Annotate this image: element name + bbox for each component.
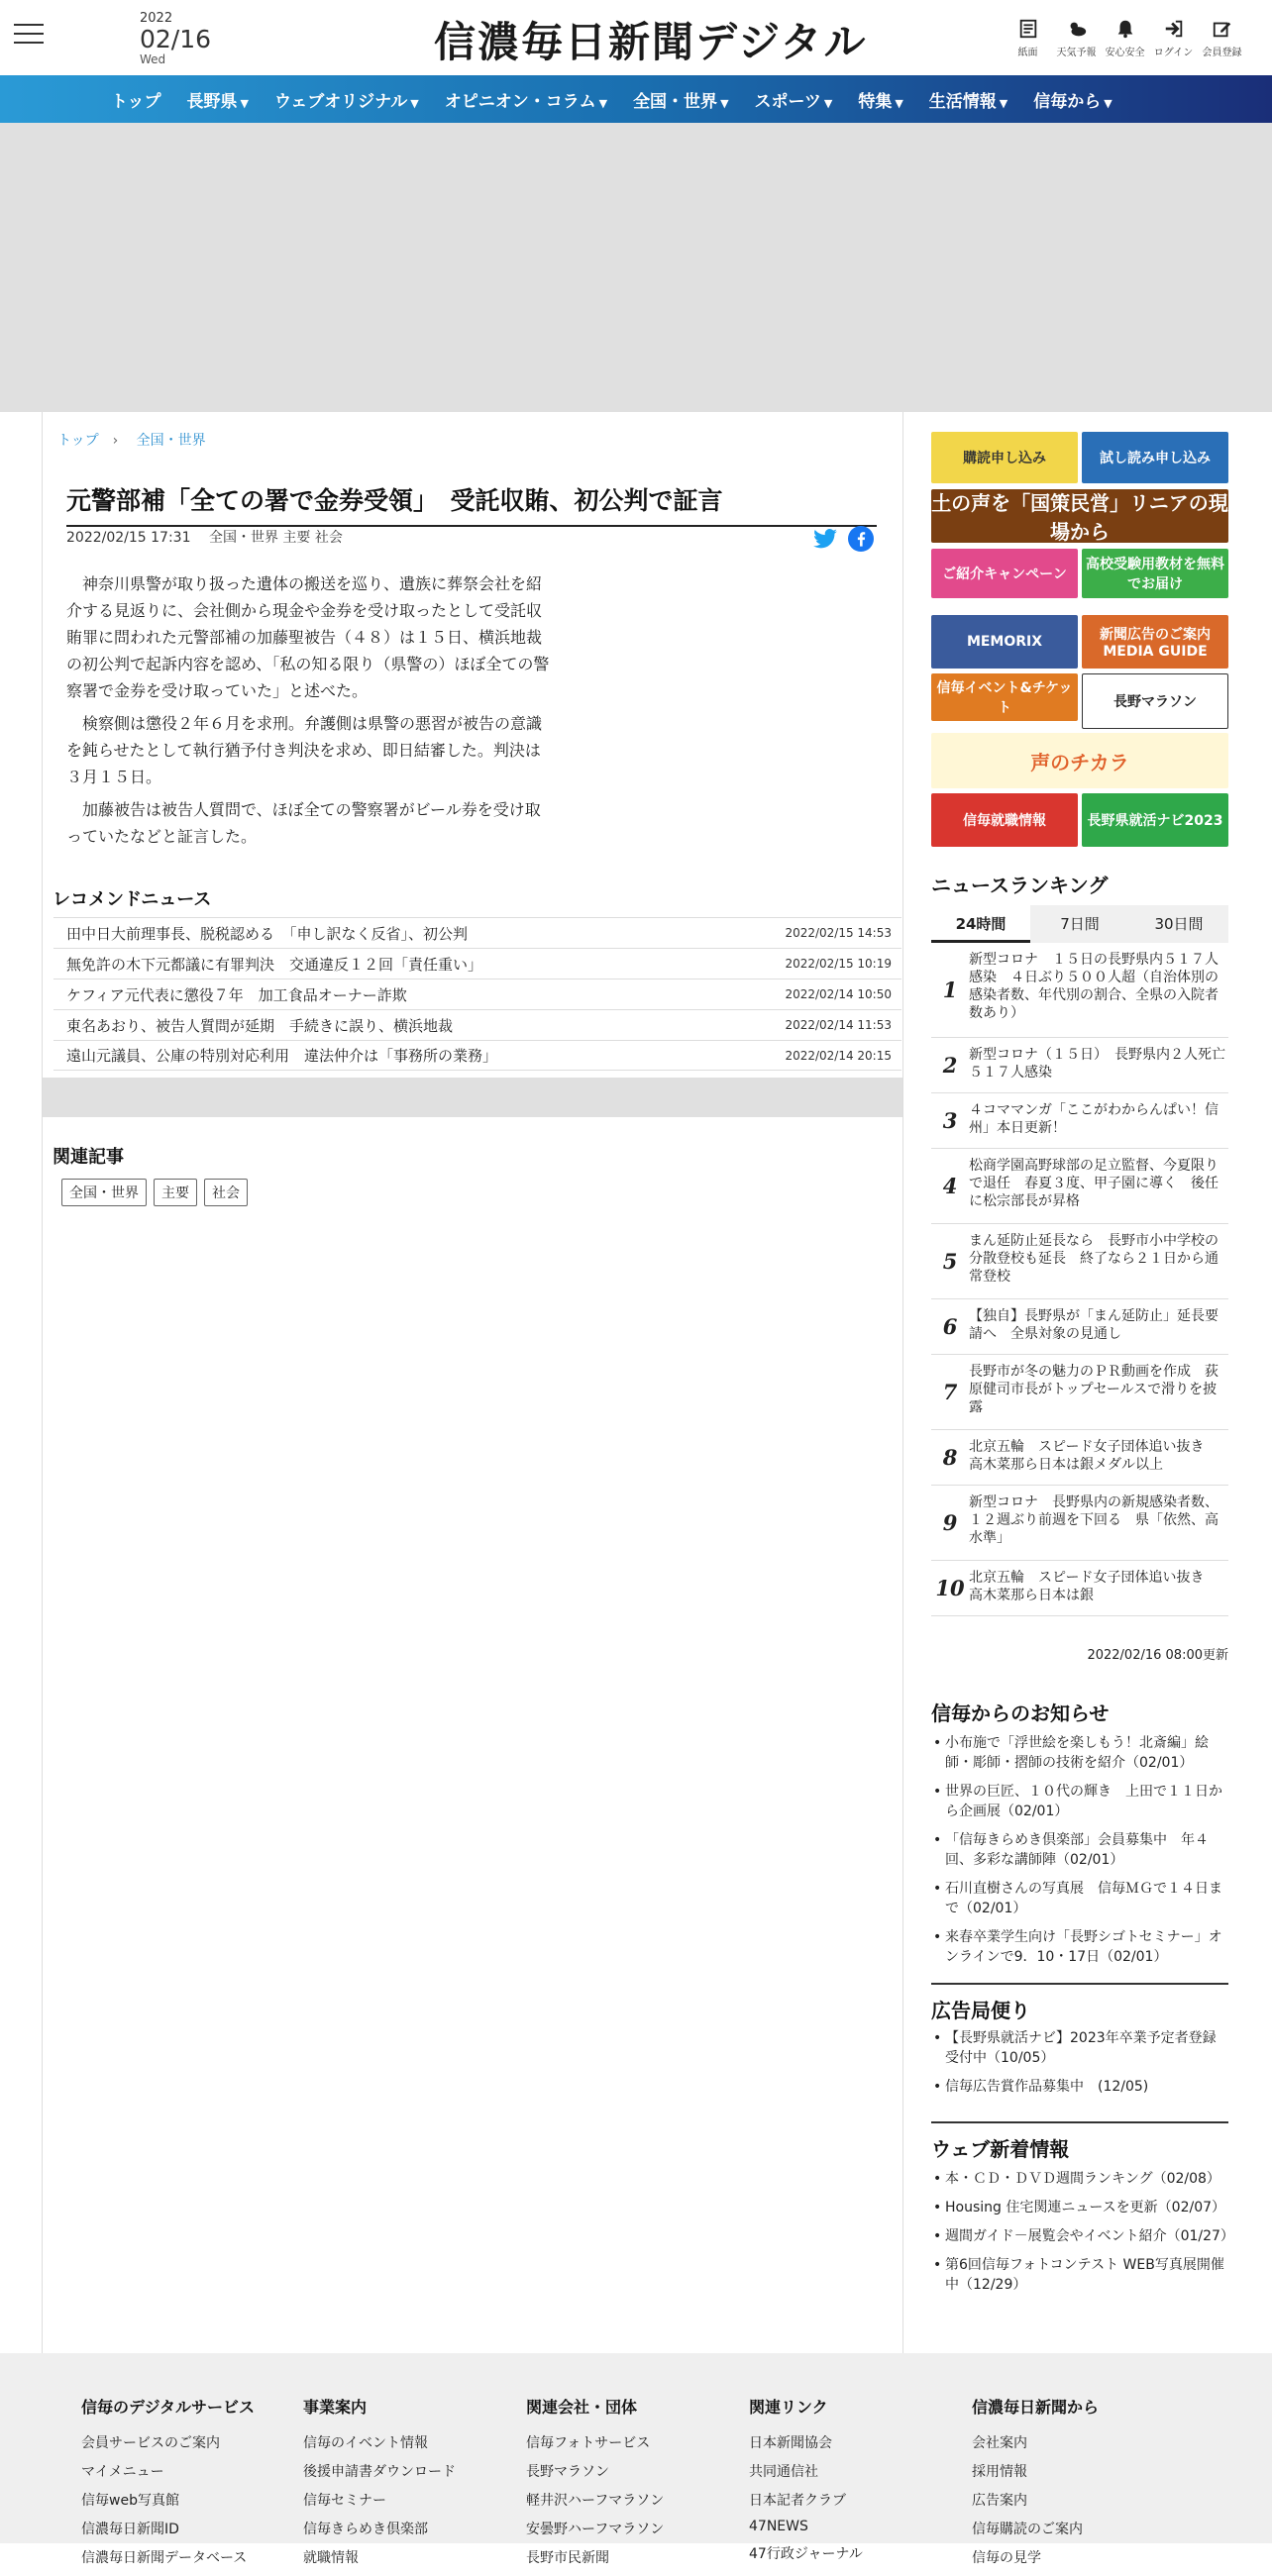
footer-link[interactable]: 採用情報 [972, 2464, 1027, 2480]
breadcrumb-home[interactable]: トップ [57, 433, 99, 449]
footer-link[interactable]: 信毎きらめき倶楽部 [303, 2522, 428, 2537]
ranking-title: 北京五輪 スピード女子団体追い抜き 高木菜那ら日本は銀メダル以上 [969, 1439, 1219, 1473]
recommend-item[interactable] [53, 1040, 901, 1071]
ranking-item[interactable] [931, 1486, 1228, 1561]
article-categories: 全国・世界 主要 社会 [208, 530, 343, 546]
footer-column [303, 2395, 511, 2576]
share-buttons [812, 526, 874, 552]
nav-item-features[interactable] [858, 87, 902, 112]
inline-ad-slot [43, 1078, 902, 1117]
sidebar-banner[interactable]: 試し読み申し込み [1082, 432, 1228, 483]
article-title: 元警部補「全ての署で金券受領」 受託収賄、初公判で証言 [66, 481, 877, 527]
recommend-date: 2022/02/15 10:19 [785, 957, 892, 971]
top-ad-slot [0, 123, 1272, 412]
sidebar-banner[interactable]: 購読申し込み [931, 432, 1078, 483]
notice-item[interactable]: • 世界の巨匠、１０代の輝き 上田で１１日から企画展（02/01） [931, 1782, 1228, 1821]
article-body [66, 570, 552, 856]
nav-label: オピニオン・コラム [444, 91, 596, 112]
sidebar-banner[interactable]: MEMORIX [931, 615, 1078, 669]
site-logo[interactable]: 信濃毎日新聞デジタル [434, 18, 868, 66]
rank-number: 8 [942, 1444, 958, 1470]
caret-down-icon: ▼ [823, 96, 833, 110]
rank-number: 6 [942, 1313, 958, 1339]
recommend-item[interactable] [53, 979, 901, 1009]
notice-item[interactable]: • 小布施で「浮世絵を楽しもう！北斎編」絵師・彫師・摺師の技術を紹介（02/01） [931, 1733, 1228, 1773]
nav-label: 信毎から [1033, 91, 1102, 112]
nav-label: 全国・世界 [633, 91, 718, 112]
footer-link[interactable]: 47NEWS [749, 2519, 808, 2534]
site-header [0, 0, 1272, 75]
related-tag[interactable]: 主要 [154, 1179, 197, 1206]
nav-item-sports[interactable] [755, 87, 833, 112]
related-tag[interactable]: 社会 [204, 1179, 248, 1206]
webnews-heading: ウェブ新着情報 [931, 2137, 1070, 2161]
footer-link[interactable]: 長野市民新聞 [526, 2550, 609, 2566]
ranking-title: まん延防止延長なら 長野市小中学校の分散登校も延長 終了なら２１日から通常登校 [969, 1233, 1219, 1285]
recommend-date: 2022/02/14 20:15 [785, 1048, 892, 1063]
nav-item-web-original[interactable] [274, 87, 419, 112]
caret-down-icon: ▼ [895, 96, 903, 110]
caret-down-icon: ▼ [410, 96, 419, 110]
recommend-item[interactable] [53, 1009, 901, 1040]
nav-item-nagano[interactable] [187, 87, 249, 112]
breadcrumb [57, 430, 220, 450]
bell-label: 安心安全 [1105, 48, 1145, 58]
breadcrumb-section[interactable]: 全国・世界 [136, 433, 206, 449]
article-paragraph: 加藤被告は被告人質問で、ほぼ全ての警察署がビール券を受け取っていたなどと証言した。 [66, 800, 541, 846]
notice-item[interactable]: • 「信毎きらめき倶楽部」会員募集中 年４回、多彩な講師陣（02/01） [931, 1830, 1228, 1870]
webnews-item[interactable]: • 本・ＣＤ・ＤＶＤ週間ランキング（02/08） [931, 2169, 1228, 2189]
ranking-title: 長野市が冬の魅力のＰＲ動画を作成 荻原健司市長がトップセールスで滑りを披露 [969, 1364, 1219, 1415]
recommend-title: 遠山元議員、公庫の特別対応利用 違法仲介は「事務所の業務」 [66, 1047, 498, 1065]
date-monthday: 02/16 [140, 25, 212, 53]
sidebar-banner[interactable]: 土の声を「国策民営」リニアの現場から [931, 491, 1228, 544]
nav-item-top[interactable] [111, 87, 161, 112]
footer-heading: 事業案内 [303, 2398, 368, 2417]
register-label: 会員登録 [1202, 48, 1242, 58]
twitter-icon[interactable] [812, 526, 838, 552]
ranking-item[interactable] [931, 1561, 1228, 1616]
weather-label: 天気予報 [1056, 48, 1097, 58]
ranking-title: 新型コロナ 長野県内の新規感染者数、１２週ぶり前週を下回る 県「依然、高水準」 [969, 1494, 1219, 1546]
footer-link[interactable]: 広告案内 [972, 2493, 1027, 2509]
adnews-list [931, 2028, 1228, 2106]
footer-column [749, 2395, 957, 2572]
footer-link[interactable]: 信毎セミナー [303, 2493, 386, 2509]
ranking-item[interactable] [931, 1430, 1228, 1486]
footer-link[interactable]: 信毎購読のご案内 [972, 2522, 1083, 2537]
footer-link[interactable]: 安曇野ハーフマラソン [526, 2522, 665, 2537]
rank-number: 4 [942, 1173, 958, 1198]
rank-number: 9 [942, 1509, 958, 1535]
related-heading: 関連記事 [53, 1147, 124, 1168]
footer-link[interactable]: 信濃毎日新聞ID [81, 2522, 179, 2537]
recommend-date: 2022/02/14 11:53 [785, 1018, 892, 1032]
webnews-item[interactable]: • 第6回信毎フォトコンテスト WEB写真展開催中（12/29） [931, 2255, 1228, 2295]
sidebar-banner[interactable]: 信毎イベント&チケット [931, 673, 1078, 721]
footer-link[interactable]: 信毎のイベント情報 [303, 2435, 428, 2451]
webnews-item[interactable]: • 週間ガイド－展覧会やイベント紹介（01/27） [931, 2226, 1228, 2246]
recommend-item[interactable] [53, 948, 901, 979]
ranking-heading: ニュースランキング [931, 874, 1109, 897]
nav-label: 長野県 [186, 91, 238, 112]
rank-number: 2 [942, 1052, 958, 1078]
recommend-date: 2022/02/15 14:53 [785, 926, 892, 940]
sidebar-banner[interactable]: 新聞広告のご案内 MEDIA GUIDE [1082, 615, 1228, 669]
ranking-item[interactable] [931, 1355, 1228, 1430]
rank-number: 10 [935, 1575, 965, 1600]
facebook-icon[interactable] [848, 526, 874, 552]
bell-icon[interactable] [1101, 18, 1149, 58]
weather-icon[interactable] [1052, 18, 1101, 58]
ranking-item[interactable] [931, 1224, 1228, 1299]
nav-item-life[interactable] [929, 87, 1007, 112]
related-tag[interactable]: 全国・世界 [61, 1179, 147, 1206]
date-year: 2022 [140, 11, 173, 26]
login-icon[interactable] [1149, 18, 1198, 58]
related-tags [61, 1179, 248, 1206]
nav-label: 生活情報 [928, 91, 997, 112]
footer-link[interactable]: 47行政ジャーナル [749, 2546, 863, 2562]
sidebar-banner[interactable]: ご紹介キャンペーン [931, 549, 1078, 598]
sidebar-banner[interactable]: 長野マラソン [1082, 673, 1228, 729]
footer-link[interactable]: 会員サービスのご案内 [81, 2435, 220, 2451]
caret-down-icon: ▼ [598, 96, 608, 110]
adnews-heading: 広告局便り [931, 1999, 1030, 2022]
footer-link[interactable]: 会社案内 [972, 2435, 1027, 2451]
date-weekday: Wed [140, 52, 166, 66]
recommend-item[interactable] [53, 917, 901, 948]
sidebar-banner[interactable]: 信毎就職情報 [931, 793, 1078, 847]
nav-item-shinmai[interactable] [1033, 87, 1112, 112]
sidebar-banner[interactable]: 長野県就活ナビ2023 [1082, 793, 1228, 847]
menu-icon[interactable] [14, 24, 44, 46]
recommend-heading: レコメンドニュース [53, 889, 212, 910]
article-datetime: 2022/02/15 17:31 [66, 530, 191, 546]
section-divider [931, 2121, 1228, 2123]
footer-heading: 関連リンク [749, 2398, 828, 2417]
footer-link[interactable]: 信毎の見学 [972, 2550, 1041, 2566]
ranking-title: 新型コロナ １５日の長野県内５１７人感染 ４日ぶり５００人超（自治体別の感染者数、年代別の割合、全県の入院者数あり） [969, 952, 1219, 1021]
recommend-title: 田中日大前理事長、脱税認める 「申し訳なく反省」、初公判 [66, 924, 469, 943]
nav-label: 特集 [858, 91, 893, 112]
adnews-item[interactable]: • 【長野県就活ナビ】2023年卒業予定者登録受付中（10/05） [931, 2028, 1228, 2068]
nav-label: トップ [111, 91, 161, 112]
ranking-item[interactable] [931, 1149, 1228, 1224]
adnews-item[interactable]: • 信毎広告賞作品募集中 (12/05) [931, 2077, 1228, 2097]
footer-link[interactable]: 後援申請書ダウンロード [303, 2464, 456, 2480]
current-date [140, 12, 211, 65]
rank-number: 1 [942, 977, 958, 1002]
tab-24h[interactable]: 24時間 [931, 905, 1030, 943]
footer-link[interactable]: 信毎web写真館 [81, 2493, 179, 2509]
header-icons [1004, 18, 1246, 58]
footer-link[interactable]: 信毎フォトサービス [526, 2435, 651, 2451]
global-nav [0, 75, 1272, 123]
ranking-item[interactable] [931, 943, 1228, 1038]
caret-down-icon: ▼ [1104, 96, 1113, 110]
login-label: ログイン [1153, 48, 1194, 58]
recommend-title: 東名あおり、被告人質問が延期 手続きに誤り、横浜地裁 [66, 1016, 454, 1035]
tab-7d[interactable]: 7日間 [1060, 915, 1100, 933]
ranking-updated: 2022/02/16 08:00更新 [1087, 1648, 1228, 1663]
recommend-date: 2022/02/14 10:50 [785, 987, 892, 1001]
footer-link[interactable]: 日本新聞協会 [749, 2435, 832, 2451]
nav-item-opinion[interactable] [445, 87, 607, 112]
footer-link[interactable]: マイメニュー [81, 2464, 164, 2480]
rank-number: 7 [942, 1379, 958, 1404]
footer-column [81, 2395, 289, 2576]
sidebar-banner[interactable]: 声のチカラ [931, 733, 1228, 788]
notices-list [931, 1733, 1228, 1976]
notice-item[interactable]: • 石川直樹さんの写真展 信毎ＭＧで１４日まで（02/01） [931, 1879, 1228, 1918]
footer-column [526, 2395, 734, 2576]
tab-30d[interactable]: 30日間 [1154, 915, 1204, 933]
caret-down-icon: ▼ [999, 96, 1008, 110]
chevron-right-icon: › [112, 433, 119, 449]
rank-number: 5 [942, 1248, 958, 1274]
rank-number: 3 [942, 1107, 958, 1133]
footer-link[interactable]: 共同通信社 [749, 2464, 818, 2480]
footer-heading: 信濃毎日新聞から [972, 2398, 1100, 2417]
recommend-list [53, 917, 901, 1071]
ranking-title: 北京五輪 スピード女子団体追い抜き 高木菜那ら日本は銀 [969, 1570, 1219, 1603]
webnews-item[interactable]: • Housing 住宅関連ニュースを更新（02/07） [931, 2198, 1228, 2217]
ranking-title: ４コママンガ「ここがわからんぱい！信州」本日更新！ [969, 1102, 1219, 1136]
caret-down-icon: ▼ [240, 96, 249, 110]
recommend-title: 無免許の木下元都議に有罪判決 交通違反１２回「責任重い」 [66, 955, 483, 974]
footer-link[interactable]: 長野マラソン [526, 2464, 609, 2480]
footer-link[interactable]: 日本記者クラブ [749, 2493, 846, 2509]
nav-label: ウェブオリジナル [273, 91, 408, 112]
footer-column [972, 2395, 1180, 2576]
article-paragraph: 検察側は懲役２年６月を求刑。弁護側は県警の悪習が被告の意識を鈍らせたとして執行猶予付き判決を求め、即日結審した。判決は３月１５日。 [66, 714, 543, 786]
newspaper-icon[interactable] [1004, 18, 1052, 58]
footer-link[interactable]: 就職情報 [303, 2550, 359, 2566]
ranking-title: 新型コロナ（１５日） 長野県内２人死亡 ５１７人感染 [969, 1047, 1239, 1081]
footer-heading: 関連会社・団体 [526, 2398, 638, 2417]
recommend-title: ケフィア元代表に懲役７年 加工食品オーナー詐欺 [66, 985, 407, 1004]
ranking-title: 松商学園高野球部の足立監督、今夏限りで退任 春夏３度、甲子園に導く 後任に松宗部長が昇格 [969, 1158, 1219, 1209]
article-paragraph: 神奈川県警が取り扱った遺体の搬送を巡り、遺族に葬祭会社を紹介する見返りに、会社側から現金や金券を受け取ったとして受託収賄罪に問われた元警部補の加藤聖被告（４８）は１５日、横浜地裁の初公判で起訴内容を認め、「私の知る限り（県警の）ほぼ全ての警察署で金券を受け取っていた」と述べた。 [66, 574, 550, 700]
register-icon[interactable] [1198, 18, 1246, 58]
ranking-item[interactable] [931, 1093, 1228, 1149]
sidebar-banner[interactable]: 高校受験用教材を無料でお届け [1082, 549, 1228, 598]
section-divider [931, 1983, 1228, 1985]
nav-item-national[interactable] [633, 87, 728, 112]
ranking-list [931, 943, 1239, 1616]
ranking-title: 【独自】長野県が「まん延防止」延長要請へ 全県対象の見通し [969, 1308, 1219, 1342]
footer-link[interactable]: 軽井沢ハーフマラソン [526, 2493, 665, 2509]
webnews-list [931, 2169, 1234, 2304]
nav-label: スポーツ [754, 91, 821, 112]
caret-down-icon: ▼ [720, 96, 729, 110]
ranking-item[interactable] [931, 1299, 1228, 1355]
notice-item[interactable]: • 来春卒業学生向け「長野シゴトセミナー」オンラインで9．10・17日（02/01） [931, 1927, 1228, 1967]
newspaper-label: 紙面 [1017, 48, 1038, 58]
footer-heading: 信毎のデジタルサービス [81, 2398, 256, 2417]
article-meta [66, 527, 357, 547]
ranking-item[interactable] [931, 1038, 1239, 1093]
notices-heading: 信毎からのお知らせ [931, 1701, 1110, 1725]
ranking-tabs [931, 905, 1228, 943]
footer-link[interactable]: 信濃毎日新聞データベース [81, 2550, 248, 2566]
